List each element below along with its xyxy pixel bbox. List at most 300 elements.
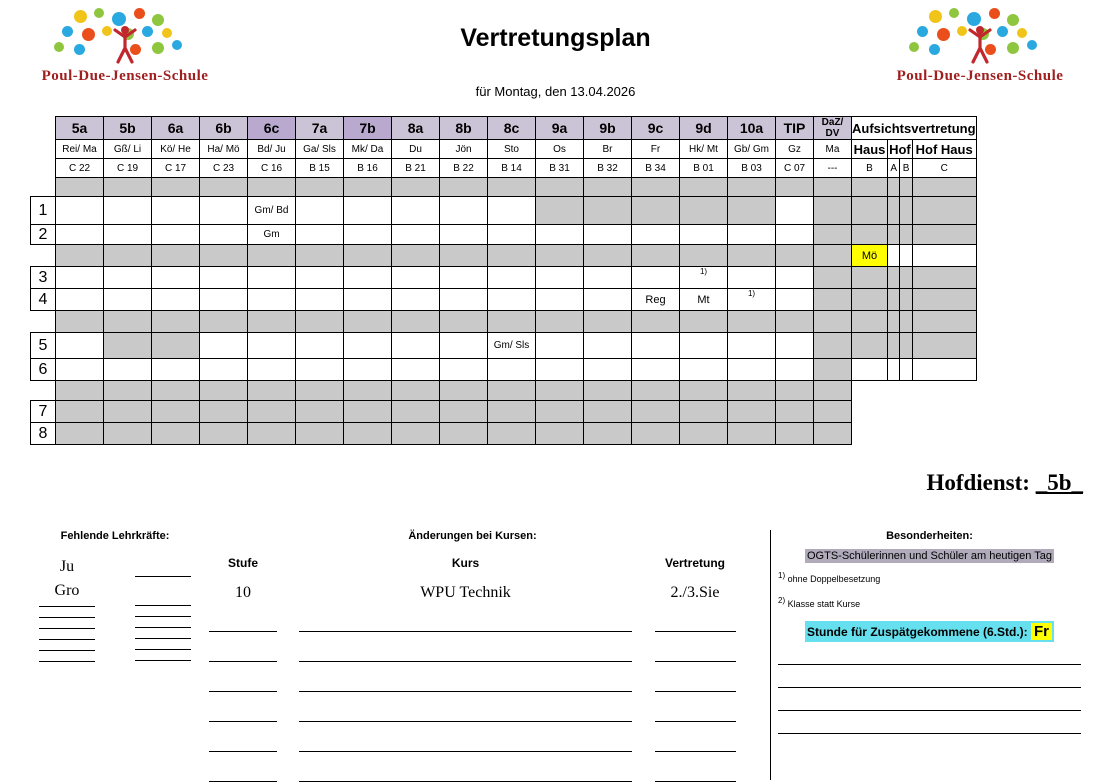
cell[interactable] <box>632 381 680 401</box>
cell[interactable] <box>152 178 200 197</box>
cell[interactable] <box>152 267 200 289</box>
cell[interactable] <box>728 245 776 267</box>
cell[interactable] <box>536 245 584 267</box>
cell[interactable] <box>776 381 814 401</box>
cell[interactable] <box>200 381 248 401</box>
cell[interactable] <box>56 267 104 289</box>
aufsicht-cell[interactable] <box>912 197 976 225</box>
cell[interactable] <box>728 178 776 197</box>
cell[interactable] <box>632 333 680 359</box>
cell[interactable] <box>536 359 584 381</box>
teacher-7b: Mk/ Da <box>344 140 392 159</box>
cell[interactable] <box>344 311 392 333</box>
cell[interactable] <box>248 401 296 423</box>
aenderung-kurs[interactable] <box>281 721 650 722</box>
cell[interactable] <box>344 333 392 359</box>
besonderheiten-rule <box>778 687 1081 688</box>
cell[interactable] <box>440 178 488 197</box>
aufsicht-cell[interactable] <box>887 333 899 359</box>
cell[interactable] <box>814 178 852 197</box>
cell-8c-h5[interactable]: Gm/ Sls <box>488 333 536 359</box>
class-header-10a: 10a <box>728 117 776 140</box>
cell[interactable] <box>632 423 680 445</box>
cell[interactable] <box>56 359 104 381</box>
aufsicht-cell[interactable] <box>852 359 888 381</box>
aufsicht-cell[interactable] <box>900 225 912 245</box>
cell[interactable] <box>536 289 584 311</box>
cell[interactable] <box>392 225 440 245</box>
aenderung-stufe[interactable] <box>205 721 281 722</box>
cell[interactable] <box>248 178 296 197</box>
fehlende-rule <box>39 661 95 662</box>
aufsicht-cell[interactable] <box>852 333 888 359</box>
cell[interactable] <box>584 197 632 225</box>
cell[interactable] <box>814 245 852 267</box>
cell[interactable] <box>776 245 814 267</box>
aenderung-vertretung[interactable]: 2./3.Sie <box>670 584 720 601</box>
cell[interactable] <box>536 381 584 401</box>
cell[interactable] <box>776 311 814 333</box>
aufsicht-cell[interactable] <box>912 245 976 267</box>
table-row-hour-7 <box>31 401 977 423</box>
cell[interactable] <box>536 423 584 445</box>
cell[interactable] <box>680 381 728 401</box>
cell[interactable] <box>536 333 584 359</box>
cell[interactable] <box>680 359 728 381</box>
cell[interactable] <box>680 245 728 267</box>
cell[interactable] <box>584 381 632 401</box>
cell[interactable] <box>296 381 344 401</box>
aenderung-stufe[interactable] <box>205 751 281 752</box>
cell[interactable] <box>440 401 488 423</box>
cell[interactable] <box>296 267 344 289</box>
cell[interactable] <box>200 359 248 381</box>
aenderung-kurs[interactable] <box>281 661 650 662</box>
cell[interactable] <box>56 333 104 359</box>
aufsicht-cell[interactable] <box>900 359 912 381</box>
cell[interactable] <box>152 245 200 267</box>
aufsicht-entry-haus[interactable]: Mö <box>852 245 888 267</box>
corner-cell <box>31 117 56 140</box>
cell[interactable] <box>440 381 488 401</box>
cell-10a-h4-note[interactable]: 1) <box>728 289 776 311</box>
aufsicht-title: Aufsichtsvertretung <box>852 117 977 140</box>
fehlende-name-1[interactable]: Ju <box>59 558 75 575</box>
aufsicht-cell[interactable] <box>912 178 976 197</box>
cell[interactable] <box>488 225 536 245</box>
cell[interactable] <box>248 423 296 445</box>
cell[interactable] <box>776 267 814 289</box>
cell[interactable] <box>56 401 104 423</box>
cell[interactable] <box>632 267 680 289</box>
cell[interactable] <box>152 401 200 423</box>
fehlende-rule <box>135 660 191 661</box>
aenderung-vertretung[interactable] <box>650 781 740 782</box>
teacher-daz: Ma <box>814 140 852 159</box>
cell[interactable] <box>392 178 440 197</box>
aufsicht-cell[interactable] <box>900 197 912 225</box>
cell[interactable] <box>440 289 488 311</box>
cell[interactable] <box>680 333 728 359</box>
cell[interactable] <box>584 359 632 381</box>
aufsicht-cell[interactable] <box>912 267 976 289</box>
cell[interactable] <box>104 197 152 225</box>
aufsicht-cell[interactable] <box>900 245 912 267</box>
aenderung-stufe[interactable] <box>205 781 281 782</box>
aenderung-kurs[interactable] <box>281 691 650 692</box>
cell[interactable] <box>152 333 200 359</box>
cell[interactable] <box>104 311 152 333</box>
cell-6c-h1[interactable]: Gm/ Bd <box>248 197 296 225</box>
cell[interactable] <box>488 245 536 267</box>
cell-9c-h4[interactable]: Reg <box>632 289 680 311</box>
cell[interactable] <box>776 333 814 359</box>
teacher-6a: Kö/ He <box>152 140 200 159</box>
cell[interactable] <box>776 401 814 423</box>
cell[interactable] <box>344 401 392 423</box>
cell[interactable] <box>344 289 392 311</box>
cell[interactable] <box>440 423 488 445</box>
aenderung-vertretung[interactable] <box>650 721 740 722</box>
cell[interactable] <box>56 423 104 445</box>
cell[interactable] <box>152 423 200 445</box>
cell[interactable] <box>392 381 440 401</box>
aufsicht-cell[interactable] <box>852 311 888 333</box>
cell[interactable] <box>584 311 632 333</box>
cell[interactable] <box>488 423 536 445</box>
cell[interactable] <box>344 267 392 289</box>
cell[interactable] <box>392 267 440 289</box>
cell[interactable] <box>440 311 488 333</box>
besonderheiten-title: Besonderheiten: <box>886 530 973 542</box>
fehlende-blank[interactable] <box>126 587 200 611</box>
cell[interactable] <box>814 381 852 401</box>
hofdienst-block <box>868 470 1083 510</box>
aufsicht-cell[interactable] <box>900 178 912 197</box>
cell[interactable] <box>296 197 344 225</box>
cell[interactable] <box>152 197 200 225</box>
cell[interactable] <box>584 289 632 311</box>
cell[interactable] <box>56 245 104 267</box>
cell[interactable] <box>104 245 152 267</box>
cell[interactable] <box>248 359 296 381</box>
hour-label-8: 8 <box>31 423 56 445</box>
cell[interactable] <box>776 178 814 197</box>
room-8b: B 22 <box>440 159 488 178</box>
cell[interactable] <box>200 267 248 289</box>
class-header-9d: 9d <box>680 117 728 140</box>
cell[interactable] <box>104 401 152 423</box>
cell[interactable] <box>776 225 814 245</box>
aenderung-stufe[interactable] <box>205 691 281 692</box>
class-header-tip: TIP <box>776 117 814 140</box>
cell[interactable] <box>728 401 776 423</box>
cell[interactable] <box>296 178 344 197</box>
cell[interactable] <box>152 289 200 311</box>
cell[interactable] <box>344 225 392 245</box>
aufsicht-cell[interactable] <box>912 289 976 311</box>
teacher-9a: Os <box>536 140 584 159</box>
cell[interactable] <box>680 178 728 197</box>
cell[interactable] <box>344 197 392 225</box>
cell[interactable] <box>248 267 296 289</box>
aenderung-stufe[interactable] <box>205 631 281 632</box>
cell[interactable] <box>152 381 200 401</box>
teacher-10a: Gb/ Gm <box>728 140 776 159</box>
aenderung-stufe[interactable]: 10 <box>235 584 251 601</box>
cell[interactable] <box>104 423 152 445</box>
cell[interactable] <box>392 245 440 267</box>
aufsicht-cell[interactable] <box>852 178 888 197</box>
cell[interactable] <box>344 423 392 445</box>
cell[interactable] <box>104 333 152 359</box>
cell-9d-h3-note[interactable]: 1) <box>680 267 728 289</box>
aufsicht-cell[interactable] <box>852 267 888 289</box>
aenderung-vertretung[interactable] <box>650 661 740 662</box>
cell[interactable] <box>584 423 632 445</box>
cell[interactable] <box>392 289 440 311</box>
cell[interactable] <box>584 333 632 359</box>
teacher-8b: Jön <box>440 140 488 159</box>
cell[interactable] <box>488 197 536 225</box>
aufsicht-cell[interactable] <box>887 225 899 245</box>
aufsicht-cell[interactable] <box>900 333 912 359</box>
cell[interactable] <box>728 197 776 225</box>
cell[interactable] <box>680 197 728 225</box>
cell[interactable] <box>200 178 248 197</box>
cell[interactable] <box>56 225 104 245</box>
cell[interactable] <box>200 225 248 245</box>
cell[interactable] <box>392 197 440 225</box>
cell[interactable] <box>632 311 680 333</box>
cell[interactable] <box>200 245 248 267</box>
cell[interactable] <box>488 178 536 197</box>
cell[interactable] <box>584 225 632 245</box>
cell[interactable] <box>632 359 680 381</box>
cell[interactable] <box>392 401 440 423</box>
cell[interactable] <box>296 245 344 267</box>
hofdienst-value[interactable]: _5b_ <box>1035 470 1083 495</box>
cell[interactable] <box>344 245 392 267</box>
aufsicht-cell[interactable] <box>887 267 899 289</box>
aenderung-row <box>205 722 740 752</box>
cell[interactable] <box>200 401 248 423</box>
cell[interactable] <box>248 245 296 267</box>
cell[interactable] <box>152 359 200 381</box>
aufsicht-cell[interactable] <box>852 225 888 245</box>
cell[interactable] <box>488 311 536 333</box>
fehlende-name-2[interactable]: Gro <box>54 582 80 599</box>
cell[interactable] <box>776 289 814 311</box>
cell[interactable] <box>584 245 632 267</box>
cell[interactable] <box>152 311 200 333</box>
cell[interactable] <box>536 178 584 197</box>
aenderung-kurs[interactable]: WPU Technik <box>420 584 511 601</box>
besonderheiten-rule <box>778 733 1081 734</box>
cell[interactable] <box>536 311 584 333</box>
cell[interactable] <box>104 267 152 289</box>
cell[interactable] <box>392 359 440 381</box>
room-8c: B 14 <box>488 159 536 178</box>
cell[interactable] <box>680 311 728 333</box>
fehlende-rule <box>39 606 95 607</box>
zuspaet-value[interactable]: Fr <box>1031 623 1052 640</box>
aufsicht-cell[interactable] <box>887 197 899 225</box>
cell[interactable] <box>248 289 296 311</box>
aenderung-vertretung[interactable] <box>650 691 740 692</box>
cell[interactable] <box>536 197 584 225</box>
cell[interactable] <box>200 197 248 225</box>
aenderung-kurs[interactable] <box>281 751 650 752</box>
cell[interactable] <box>728 311 776 333</box>
aufsicht-cell[interactable] <box>912 333 976 359</box>
cell[interactable] <box>584 401 632 423</box>
cell[interactable] <box>584 178 632 197</box>
cell[interactable] <box>440 359 488 381</box>
cell[interactable] <box>814 225 852 245</box>
aufsicht-cell[interactable] <box>887 245 899 267</box>
cell[interactable] <box>440 225 488 245</box>
aufsicht-cell[interactable] <box>912 359 976 381</box>
cell[interactable] <box>728 225 776 245</box>
aenderung-kurs[interactable] <box>281 631 650 632</box>
aufsicht-cell[interactable] <box>887 311 899 333</box>
cell[interactable] <box>814 267 852 289</box>
cell[interactable] <box>728 267 776 289</box>
cell[interactable] <box>632 197 680 225</box>
cell[interactable] <box>200 423 248 445</box>
cell[interactable] <box>56 197 104 225</box>
cell[interactable] <box>440 267 488 289</box>
cell[interactable] <box>680 225 728 245</box>
cell[interactable] <box>440 333 488 359</box>
cell[interactable] <box>56 381 104 401</box>
cell[interactable] <box>392 311 440 333</box>
cell[interactable] <box>814 359 852 381</box>
aenderung-vertretung[interactable] <box>650 631 740 632</box>
cell[interactable] <box>728 381 776 401</box>
cell[interactable] <box>104 178 152 197</box>
cell[interactable] <box>814 423 852 445</box>
cell-6c-h2[interactable]: Gm <box>248 225 296 245</box>
cell[interactable] <box>104 381 152 401</box>
cell[interactable] <box>248 333 296 359</box>
aufsicht-cell[interactable] <box>887 289 899 311</box>
cell[interactable] <box>814 401 852 423</box>
cell[interactable] <box>632 178 680 197</box>
cell[interactable] <box>104 359 152 381</box>
footnote-2-text: Klasse statt Kurse <box>787 599 861 609</box>
cell[interactable] <box>296 225 344 245</box>
cell[interactable] <box>488 359 536 381</box>
cell[interactable] <box>536 401 584 423</box>
table-row-break-2 <box>31 311 977 333</box>
hour-label-6: 6 <box>31 359 56 381</box>
cell[interactable] <box>680 423 728 445</box>
cell[interactable] <box>536 267 584 289</box>
cell[interactable] <box>680 401 728 423</box>
cell[interactable] <box>296 311 344 333</box>
cell[interactable] <box>56 289 104 311</box>
cell[interactable] <box>536 225 584 245</box>
cell[interactable] <box>814 333 852 359</box>
aufsicht-cell[interactable] <box>900 289 912 311</box>
cell[interactable] <box>776 197 814 225</box>
cell[interactable] <box>296 423 344 445</box>
cell[interactable] <box>728 359 776 381</box>
cell[interactable] <box>104 225 152 245</box>
spacer-cell <box>31 245 56 267</box>
cell[interactable] <box>296 289 344 311</box>
aenderung-row <box>205 662 740 692</box>
cell[interactable] <box>776 423 814 445</box>
aufsicht-cell[interactable] <box>852 197 888 225</box>
cell[interactable] <box>632 401 680 423</box>
cell[interactable] <box>814 311 852 333</box>
cell[interactable] <box>776 359 814 381</box>
cell[interactable] <box>392 423 440 445</box>
cell[interactable] <box>632 245 680 267</box>
cell[interactable] <box>440 197 488 225</box>
cell[interactable] <box>248 381 296 401</box>
cell[interactable] <box>296 359 344 381</box>
class-header-8b: 8b <box>440 117 488 140</box>
aufsicht-cell[interactable] <box>900 267 912 289</box>
aufsicht-cell[interactable] <box>912 311 976 333</box>
cell[interactable] <box>104 289 152 311</box>
cell[interactable] <box>584 267 632 289</box>
cell[interactable] <box>728 333 776 359</box>
aufsicht-cell[interactable] <box>852 289 888 311</box>
cell[interactable] <box>440 245 488 267</box>
cell[interactable] <box>488 401 536 423</box>
aufsicht-cell[interactable] <box>912 225 976 245</box>
cell[interactable] <box>488 289 536 311</box>
cell[interactable] <box>632 225 680 245</box>
cell[interactable] <box>296 401 344 423</box>
cell[interactable] <box>814 289 852 311</box>
cell[interactable] <box>344 178 392 197</box>
cell[interactable] <box>344 381 392 401</box>
aenderung-kurs[interactable] <box>281 781 650 782</box>
cell[interactable] <box>56 311 104 333</box>
cell[interactable] <box>56 178 104 197</box>
cell[interactable] <box>728 423 776 445</box>
cell[interactable] <box>248 311 296 333</box>
cell-9d-h4[interactable]: Mt <box>680 289 728 311</box>
cell[interactable] <box>814 197 852 225</box>
aufsicht-cell[interactable] <box>900 311 912 333</box>
aenderung-stufe[interactable] <box>205 661 281 662</box>
aufsicht-cell[interactable] <box>887 359 899 381</box>
cell[interactable] <box>200 311 248 333</box>
cell[interactable] <box>200 333 248 359</box>
cell[interactable] <box>152 225 200 245</box>
cell[interactable] <box>488 381 536 401</box>
fehlende-blank[interactable] <box>126 558 200 582</box>
cell[interactable] <box>200 289 248 311</box>
class-header-5a: 5a <box>56 117 104 140</box>
cell[interactable] <box>344 359 392 381</box>
fehlende-rule <box>135 605 191 606</box>
table-row-teachers <box>31 140 977 159</box>
cell[interactable] <box>296 333 344 359</box>
cell[interactable] <box>488 267 536 289</box>
fehlende-rule <box>135 627 191 628</box>
aenderung-vertretung[interactable] <box>650 751 740 752</box>
aufsicht-cell[interactable] <box>887 178 899 197</box>
cell[interactable] <box>392 333 440 359</box>
